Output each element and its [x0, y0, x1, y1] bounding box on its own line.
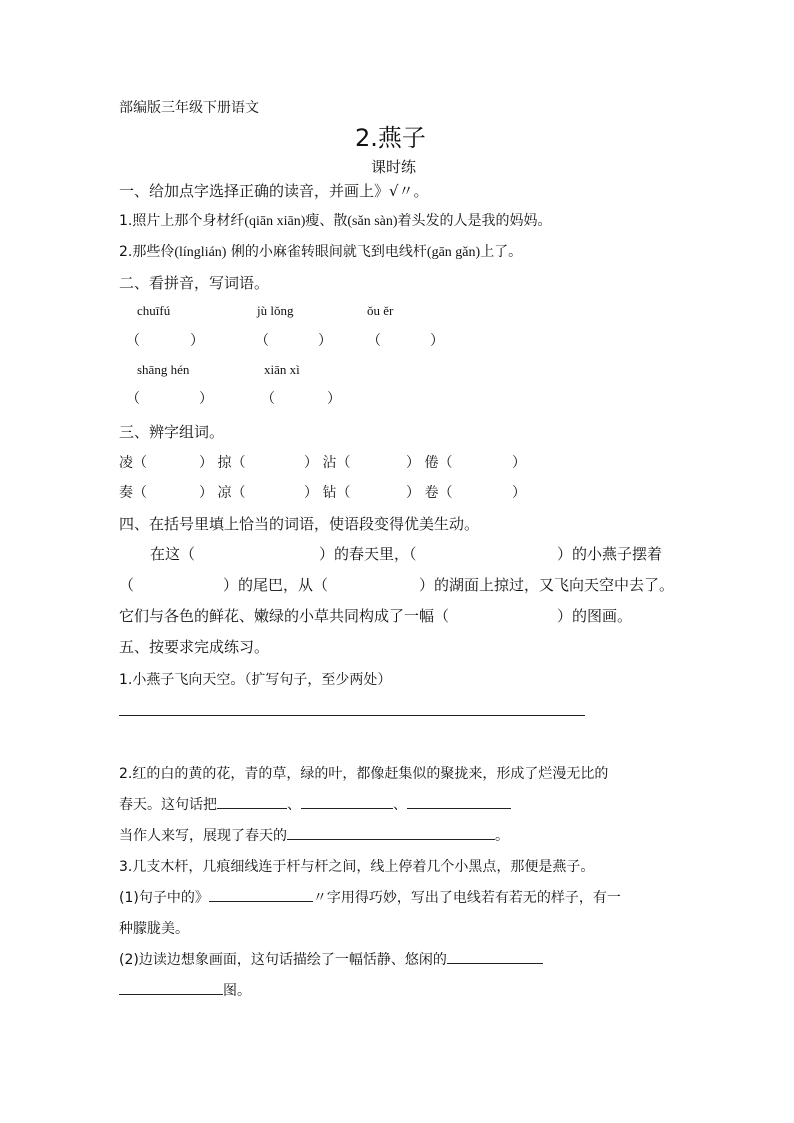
q1-text-post: 着头发的人是我的妈妈。 — [397, 213, 552, 229]
s3-row-1-close: ） — [512, 455, 526, 471]
answer-blank[interactable] — [447, 949, 543, 964]
s5-question-3b — [119, 949, 543, 969]
s5-question-2-line-1: 2.红的白的黄的花，青的草，绿的叶，都像赶集似的聚拢来，形成了烂漫无比的 — [119, 766, 609, 782]
q1-pinyin-2: (sǎn sàn) — [347, 214, 398, 229]
s3-row-2-char-3: ） 钻（ — [304, 485, 351, 501]
header-label: 部编版三年级下册语文 — [119, 100, 259, 116]
q2-line2-text: 春天。这句话把 — [119, 797, 217, 813]
s3-row-2-close: ） — [512, 485, 526, 501]
s4-line-3b: ）的图画。 — [557, 607, 633, 625]
s3-row-2-char-2: ） 凉（ — [199, 485, 246, 501]
s4-line-3a: 它们与各色的鲜花、嫩绿的小草共同构成了一幅（ — [119, 607, 450, 625]
q1-text-pre: 1.照片上那个身材纤 — [119, 213, 245, 229]
s1-question-2 — [119, 241, 522, 261]
s3-row-1-char-1: 凌（ — [119, 455, 147, 471]
s5-question-3a-line-2: 种朦胧美。 — [119, 921, 189, 937]
answer-line-q1[interactable] — [119, 715, 585, 716]
q3b-end: 图。 — [223, 983, 251, 999]
s5-question-1: 1.小燕子飞向天空。（扩写句子，至少两处） — [119, 672, 392, 688]
answer-box-close: ） — [318, 333, 332, 349]
answer-blank[interactable] — [301, 794, 393, 809]
answer-box-open: （ — [367, 333, 381, 349]
section-1-heading: 一、给加点字选择正确的读音，并画上》√〃。 — [119, 182, 429, 200]
q2-pinyin-2: (gān gǎn) — [426, 245, 481, 260]
s4-line-1c: ）的小燕子摆着 — [557, 545, 663, 563]
s5-question-3a — [119, 887, 621, 907]
section-5-heading: 五、按要求完成练习。 — [119, 638, 270, 656]
pinyin-xianxi: xiān xì — [264, 362, 300, 377]
s4-line-1b: ）的春天里，（ — [319, 545, 417, 563]
s4-line-2b: ）的尾巴，从（ — [223, 576, 329, 594]
q2-line3-end: 。 — [495, 828, 509, 844]
q2-line3-text: 当作人来写，展现了春天的 — [119, 828, 287, 844]
answer-blank[interactable] — [119, 980, 223, 995]
s1-question-1 — [119, 210, 552, 230]
q2-text-post: 上了。 — [480, 244, 523, 260]
pinyin-chuifu: chuīfú — [137, 303, 171, 318]
q3a-text-pre: (1)句子中的》 — [119, 890, 209, 906]
pinyin-ouer: ǒu ěr — [367, 303, 394, 318]
section-4-heading: 四、在括号里填上恰当的词语，使语段变得优美生动。 — [119, 515, 480, 533]
q3b-text: (2)边读边想象画面，这句话描绘了一幅恬静、悠闲的 — [119, 952, 447, 968]
answer-blank[interactable] — [287, 825, 495, 840]
q3a-text-post: 〃字用得巧妙，写出了电线若有若无的样子，有一 — [312, 890, 621, 906]
answer-blank[interactable] — [407, 794, 511, 809]
q2-pinyin-1: (línglián) — [174, 245, 227, 260]
answer-box-open: （ — [261, 391, 275, 407]
q2-sep: 、 — [287, 797, 301, 813]
s3-row-1-char-4: ） 倦（ — [406, 455, 453, 471]
s3-row-2-char-1: 奏（ — [119, 485, 147, 501]
s5-question-3: 3.几支木杆，几痕细线连于杆与杆之间，线上停着几个小黑点，那便是燕子。 — [119, 859, 595, 875]
page-subtitle: 课时练 — [371, 158, 417, 176]
answer-box-open: （ — [255, 333, 269, 349]
q2-sep: 、 — [393, 797, 407, 813]
answer-box-close: ） — [430, 333, 444, 349]
s3-row-1-char-2: ） 掠（ — [199, 455, 246, 471]
s5-question-2-line-3 — [119, 825, 509, 845]
q1-text-mid: 瘦、散 — [305, 213, 348, 229]
answer-box-open: （ — [126, 333, 140, 349]
answer-box-open: （ — [126, 391, 140, 407]
page-title: 2.燕子 — [355, 124, 426, 152]
answer-box-close: ） — [327, 391, 341, 407]
s4-line-1a: 在这（ — [150, 545, 196, 563]
answer-box-close: ） — [199, 391, 213, 407]
pinyin-shanghen: shāng hén — [137, 362, 190, 377]
s5-question-3b-line-2 — [119, 980, 251, 1000]
pinyin-julong: jù lǒng — [257, 303, 294, 318]
s4-line-2c: ）的湖面上掠过，又飞向天空中去了。 — [419, 576, 675, 594]
answer-blank[interactable] — [217, 794, 287, 809]
answer-blank[interactable] — [209, 887, 313, 902]
q1-pinyin-1: (qiān xiān) — [244, 214, 306, 229]
s5-question-2-line-2 — [119, 794, 511, 814]
q2-text-pre: 2.那些伶 — [119, 244, 175, 260]
s4-line-2a: （ — [119, 576, 135, 594]
section-3-heading: 三、辨字组词。 — [119, 423, 225, 441]
q2-text-mid: 俐的小麻雀转眼间就飞到电线杆 — [226, 244, 427, 260]
section-2-heading: 二、看拼音，写词语。 — [119, 274, 270, 292]
answer-box-close: ） — [190, 333, 204, 349]
s3-row-1-char-3: ） 沾（ — [304, 455, 351, 471]
s3-row-2-char-4: ） 卷（ — [406, 485, 453, 501]
